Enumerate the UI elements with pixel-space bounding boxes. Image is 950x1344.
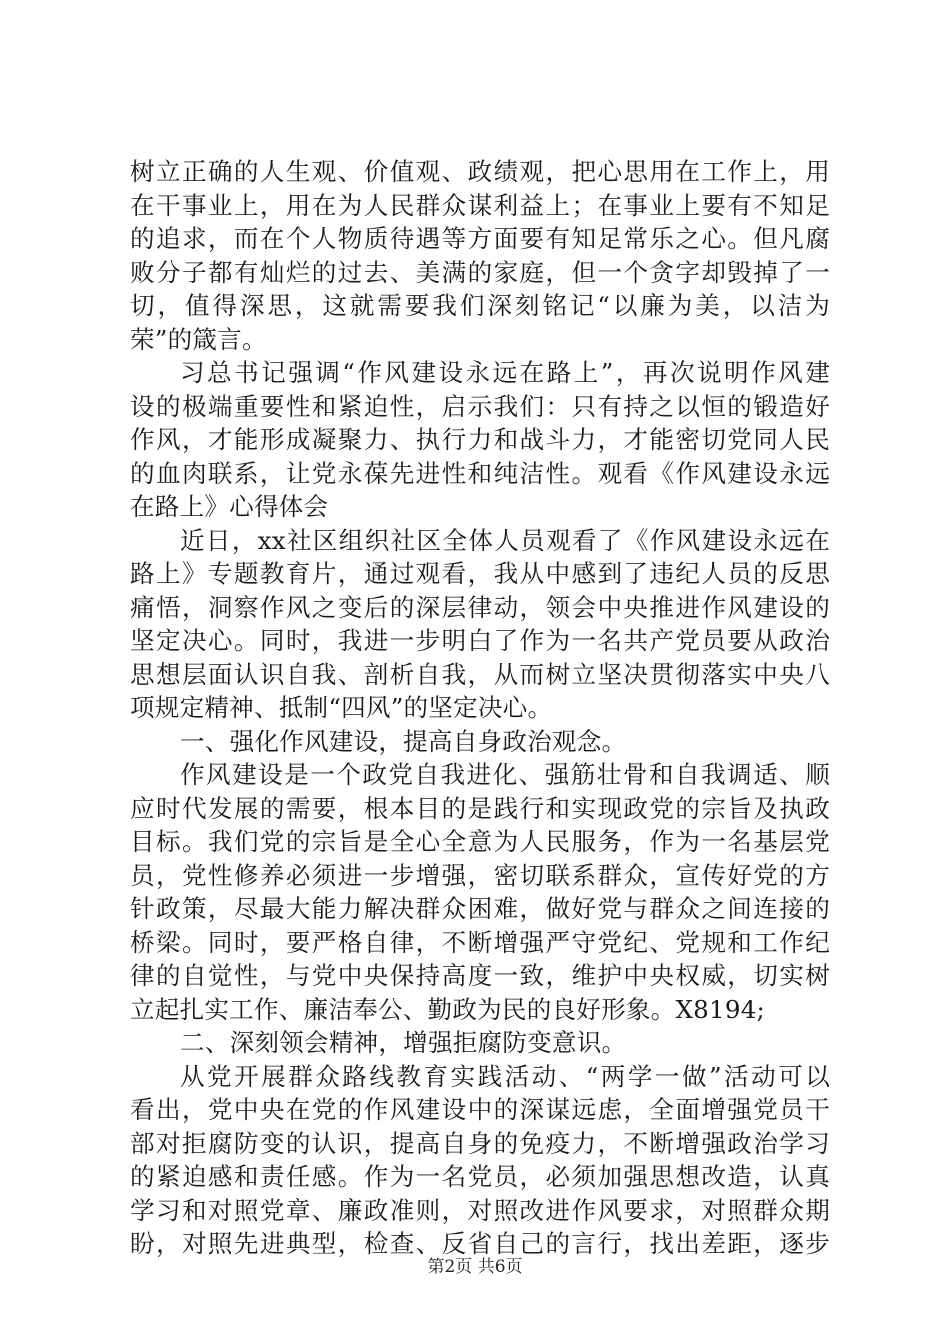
paragraph-first-line: 作风建设是一个政党自我进化、强筋壮骨和自我调适、顺	[180, 760, 830, 789]
text-line: 在干事业上，用在为人民群众谋利益上；在事业上要有不知足	[130, 190, 830, 220]
text-line: 的血肉联系，让党永葆先进性和纯洁性。观看《作风建设永远	[130, 458, 830, 488]
text-line: 痛悟，洞察作风之变后的深层律动，领会中央推进作风建设的	[130, 592, 830, 622]
text-line: 荣”的箴言。	[130, 324, 267, 354]
text-line: 律的自觉性，与党中央保持高度一致，维护中央权威，切实树	[130, 961, 830, 990]
text-line: 应时代发展的需要，根本目的是践行和实现政党的宗旨及执政	[130, 793, 830, 823]
text-line: 项规定精神、抵制“四风”的坚定决心。	[130, 693, 553, 722]
text-line: 立起扎实工作、廉洁奉公、勤政为民的良好形象。X8194;	[130, 994, 766, 1024]
text-line: 看出，党中央在党的作风建设中的深谋远虑，全面增强党员干	[130, 1095, 830, 1124]
text-line: 学习和对照党章、廉政准则，对照改进作风要求，对照群众期	[130, 1195, 830, 1225]
text-line: 树立正确的人生观、价值观、政绩观，把心思用在工作上，用	[130, 157, 830, 186]
text-line: 针政策，尽最大能力解决群众困难，做好党与群众之间连接的	[130, 894, 830, 923]
text-line: 的紧迫感和责任感。作为一名党员，必须加强思想改造，认真	[130, 1162, 830, 1191]
text-line: 桥梁。同时，要严格自律，不断增强严守党纪、党规和工作纪	[130, 927, 830, 957]
text-line: 路上》专题教育片，通过观看，我从中感到了违纪人员的反思	[130, 559, 830, 588]
text-line: 目标。我们党的宗旨是全心全意为人民服务，作为一名基层党	[130, 827, 830, 856]
text-line: 的追求，而在个人物质待遇等方面要有知足常乐之心。但凡腐	[130, 224, 830, 253]
text-line: 盼，对照先进典型，检查、反省自己的言行，找出差距，逐步	[130, 1229, 830, 1258]
text-line: 员，党性修养必须进一步增强，密切联系群众，宣传好党的方	[130, 860, 830, 890]
text-line: 切，值得深思，这就需要我们深刻铭记“以廉为美，以洁为	[130, 291, 830, 320]
text-line: 坚定决心。同时，我进一步明白了作为一名共产党员要从政治	[130, 626, 830, 655]
paragraph-first-line: 习总书记强调“作风建设永远在路上”，再次说明作风建	[180, 358, 830, 387]
page-number-footer: 第2页 共6页	[427, 1257, 523, 1277]
document-body	[130, 155, 830, 1261]
section-heading: 二、深刻领会精神，增强拒腐防变意识。	[180, 1028, 627, 1057]
paragraph-first-line: 近日，xx社区组织社区全体人员观看了《作风建设永远在	[180, 525, 830, 555]
text-line: 在路上》心得体会	[130, 492, 329, 521]
text-line: 部对拒腐防变的认识，提高自身的免疫力，不断增强政治学习	[130, 1128, 830, 1158]
text-line: 思想层面认识自我、剖析自我，从而树立坚决贯彻落实中央八	[130, 659, 830, 689]
text-line: 设的极端重要性和紧迫性，启示我们：只有持之以恒的锻造好	[130, 391, 830, 421]
section-heading: 一、强化作风建设，提高自身政治观念。	[180, 726, 627, 756]
text-line: 作风，才能形成凝聚力、执行力和战斗力，才能密切党同人民	[130, 425, 830, 454]
paragraph-first-line: 从党开展群众路线教育实践活动、“两学一做”活动可以	[180, 1061, 830, 1091]
text-line: 败分子都有灿烂的过去、美满的家庭，但一个贪字却毁掉了一	[130, 257, 830, 287]
